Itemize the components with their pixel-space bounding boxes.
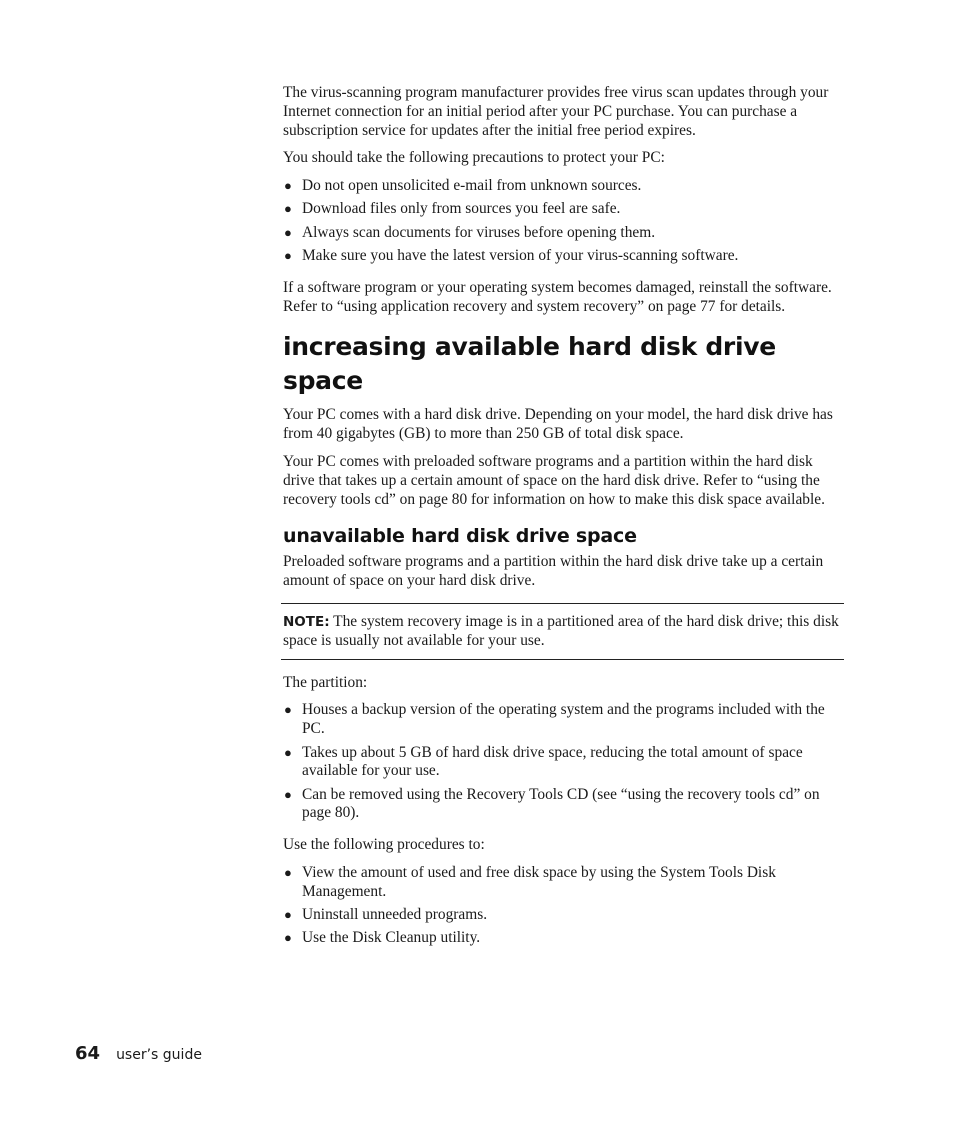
- guide-label: user’s guide: [116, 1047, 202, 1063]
- bullet-icon: ●: [284, 201, 292, 217]
- procedures-intro: Use the following procedures to:: [283, 836, 485, 854]
- page-number: 64: [75, 1043, 101, 1064]
- list-item: ● Uninstall unneeded programs.: [284, 906, 488, 924]
- intro-paragraph-3: If a software program or your operating system becomes damaged, reinstall the software. Refer to “using application recovery and system recovery” on page 77 for details.: [283, 278, 832, 315]
- list-item: ● Always scan documents for viruses before opening them.: [284, 223, 656, 241]
- list-item: ● Download files only from sources you feel are safe.: [284, 200, 621, 218]
- bullet-icon: ●: [284, 702, 292, 718]
- note-text: NOTE: The system recovery image is in a partitioned area of the hard disk drive; this disk space is usually not available for your use.: [283, 613, 839, 649]
- note-box: [281, 603, 844, 660]
- partition-list: [283, 701, 844, 823]
- intro-paragraph-1: The virus-scanning program manufacturer provides free virus scan updates through your Internet connection for an initial period after your PC purchase. You can purchase a subscription service for updates after the initial free period expires.: [283, 84, 829, 139]
- bullet-icon: ●: [284, 248, 292, 264]
- bullet-icon: ●: [284, 744, 292, 760]
- list-item: ● Do not open unsolicited e-mail from unknown sources.: [284, 177, 642, 195]
- list-item: ● View the amount of used and free disk space by using the System Tools Disk Management.: [284, 864, 776, 900]
- bullet-icon: ●: [284, 786, 292, 802]
- subsection-paragraph-1: Preloaded software programs and a partition within the hard disk drive take up a certain amount of space on your hard disk drive.: [283, 553, 824, 590]
- page-footer: [75, 1043, 202, 1064]
- precautions-list: [283, 177, 844, 266]
- bullet-icon: ●: [284, 224, 292, 240]
- list-item: ● Houses a backup version of the operating system and the programs included with the PC.: [284, 701, 825, 738]
- page-content: [283, 84, 844, 953]
- list-item: ● Can be removed using the Recovery Tools CD (see “using the recovery tools cd” on page 80).: [284, 785, 820, 822]
- note-label: NOTE:: [283, 614, 330, 631]
- section-paragraph-1: Your PC comes with a hard disk drive. Depending on your model, the hard disk drive has from 40 gigabytes (GB) to more than 250 GB of total disk space.: [283, 406, 833, 443]
- bullet-icon: ●: [284, 865, 292, 881]
- bullet-icon: ●: [284, 178, 292, 194]
- section-heading: increasing available hard disk drive space: [283, 332, 776, 396]
- list-item: ● Use the Disk Cleanup utility.: [284, 929, 481, 947]
- bullet-icon: ●: [284, 907, 292, 923]
- bullet-icon: ●: [284, 930, 292, 946]
- list-item: ● Make sure you have the latest version of your virus-scanning software.: [284, 247, 739, 265]
- partition-intro: The partition:: [283, 673, 368, 691]
- subsection-heading: unavailable hard disk drive space: [283, 525, 637, 548]
- procedures-list: [283, 864, 844, 948]
- intro-paragraph-2: You should take the following precautions to protect your PC:: [283, 149, 665, 167]
- section-paragraph-2: Your PC comes with preloaded software programs and a partition within the hard disk drive that takes up a certain amount of space on the hard disk drive. Refer to “using the recovery tools cd” on page 80 for information on how to make this disk space available.: [283, 453, 825, 508]
- list-item: ● Takes up about 5 GB of hard disk drive space, reducing the total amount of space available for your use.: [284, 743, 803, 780]
